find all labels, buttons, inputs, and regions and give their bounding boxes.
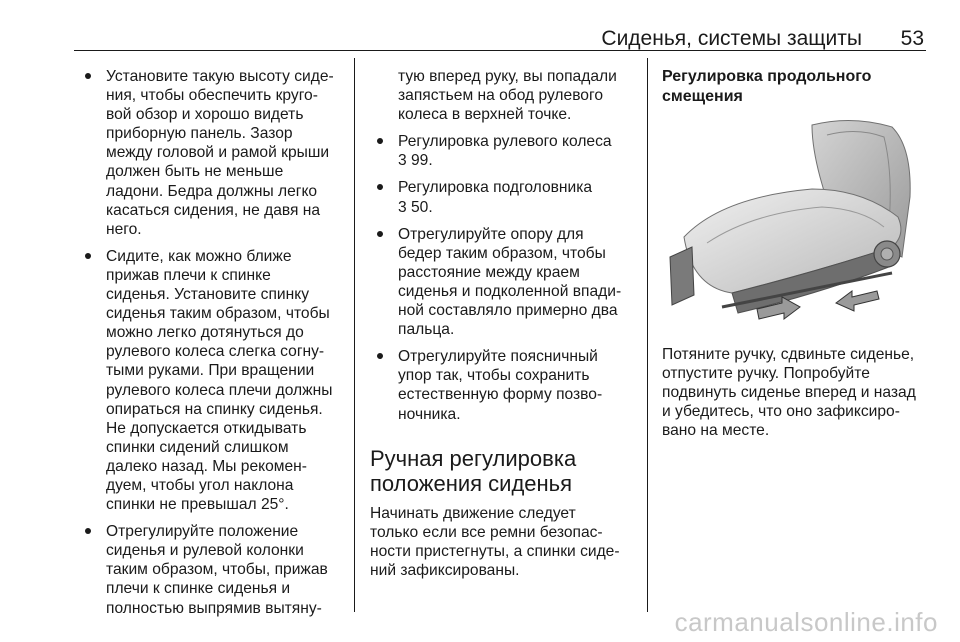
column-3 [662,67,932,440]
page-header [74,28,926,50]
bullet-item: Отрегулируйте опору для бедер таким образом, чтобы расстояние между краем сиденья и подколенной впади- ной составляло примерно два пальца. [370,225,644,340]
bullet-item: Отрегулируйте положение сиденья и рулевой колонки таким образом, чтобы, прижав плечи к спинке сиденья и полностью выпрямив вытяну- [78,522,348,617]
bullet-item: Сидите, как можно ближе прижав плечи к спинке сиденья. Установите спинку сиденья таким образом, чтобы можно легко дотянуться до рулевого колеса слегка согну- тыми руками. При вращении рулевого колеса плечи должны опираться на спинку сиденья. Не допускается откидывать спинки сидений слишком далеко назад. Мы рекомен- дуем, чтобы угол наклона спинки не превышал 25°. [78,247,348,514]
subsection-heading: Регулировка продольного смещения [662,68,872,105]
column-divider-right [647,58,648,612]
section-paragraph: Начинать движение следует только если все ремни безопас- ности пристегнуты, а спинки сиде- ний зафиксированы. [370,504,620,579]
bullet-item: Отрегулируйте поясничный упор так, чтобы сохранить естественную форму позво- ночника. [370,347,644,423]
page-reference[interactable]: 3 50. [398,198,433,216]
page-reference[interactable]: 3 99. [398,152,433,170]
section-heading: Ручная регулировка положения сиденья [370,445,577,496]
column-divider-left [354,58,355,612]
seat-figure-svg [662,117,924,331]
page-number: 53 [900,27,924,50]
watermark: carmanualsonline.info [674,607,938,637]
bullet-continuation: тую вперед руку, вы попадали запястьем на обод рулевого колеса в верхней точке. [398,68,617,124]
header-rule [74,50,926,51]
seat-adjustment-illustration [662,117,924,331]
column-1 [78,67,348,626]
figure-caption: Потяните ручку, сдвиньте сиденье, отпустите ручку. Попробуйте подвинуть сиденье вперед и назад и убедитесь, что оно зафиксиро- вано на месте. [662,346,916,440]
column-2 [370,67,644,580]
bullet-item: Регулировка рулевого колеса 3 99. [370,132,644,170]
bullet-item: Регулировка подголовника 3 50. [370,178,644,216]
header-title: Сиденья, системы защиты [601,27,862,50]
bullet-item: Установите такую высоту сиде- ния, чтобы обеспечить круго- вой обзор и хорошо видеть приборную панель. Зазор между головой и рамой крыши должен быть не меньше ладони. Бедра должны легко касаться сидения, не давя на него. [78,67,348,239]
